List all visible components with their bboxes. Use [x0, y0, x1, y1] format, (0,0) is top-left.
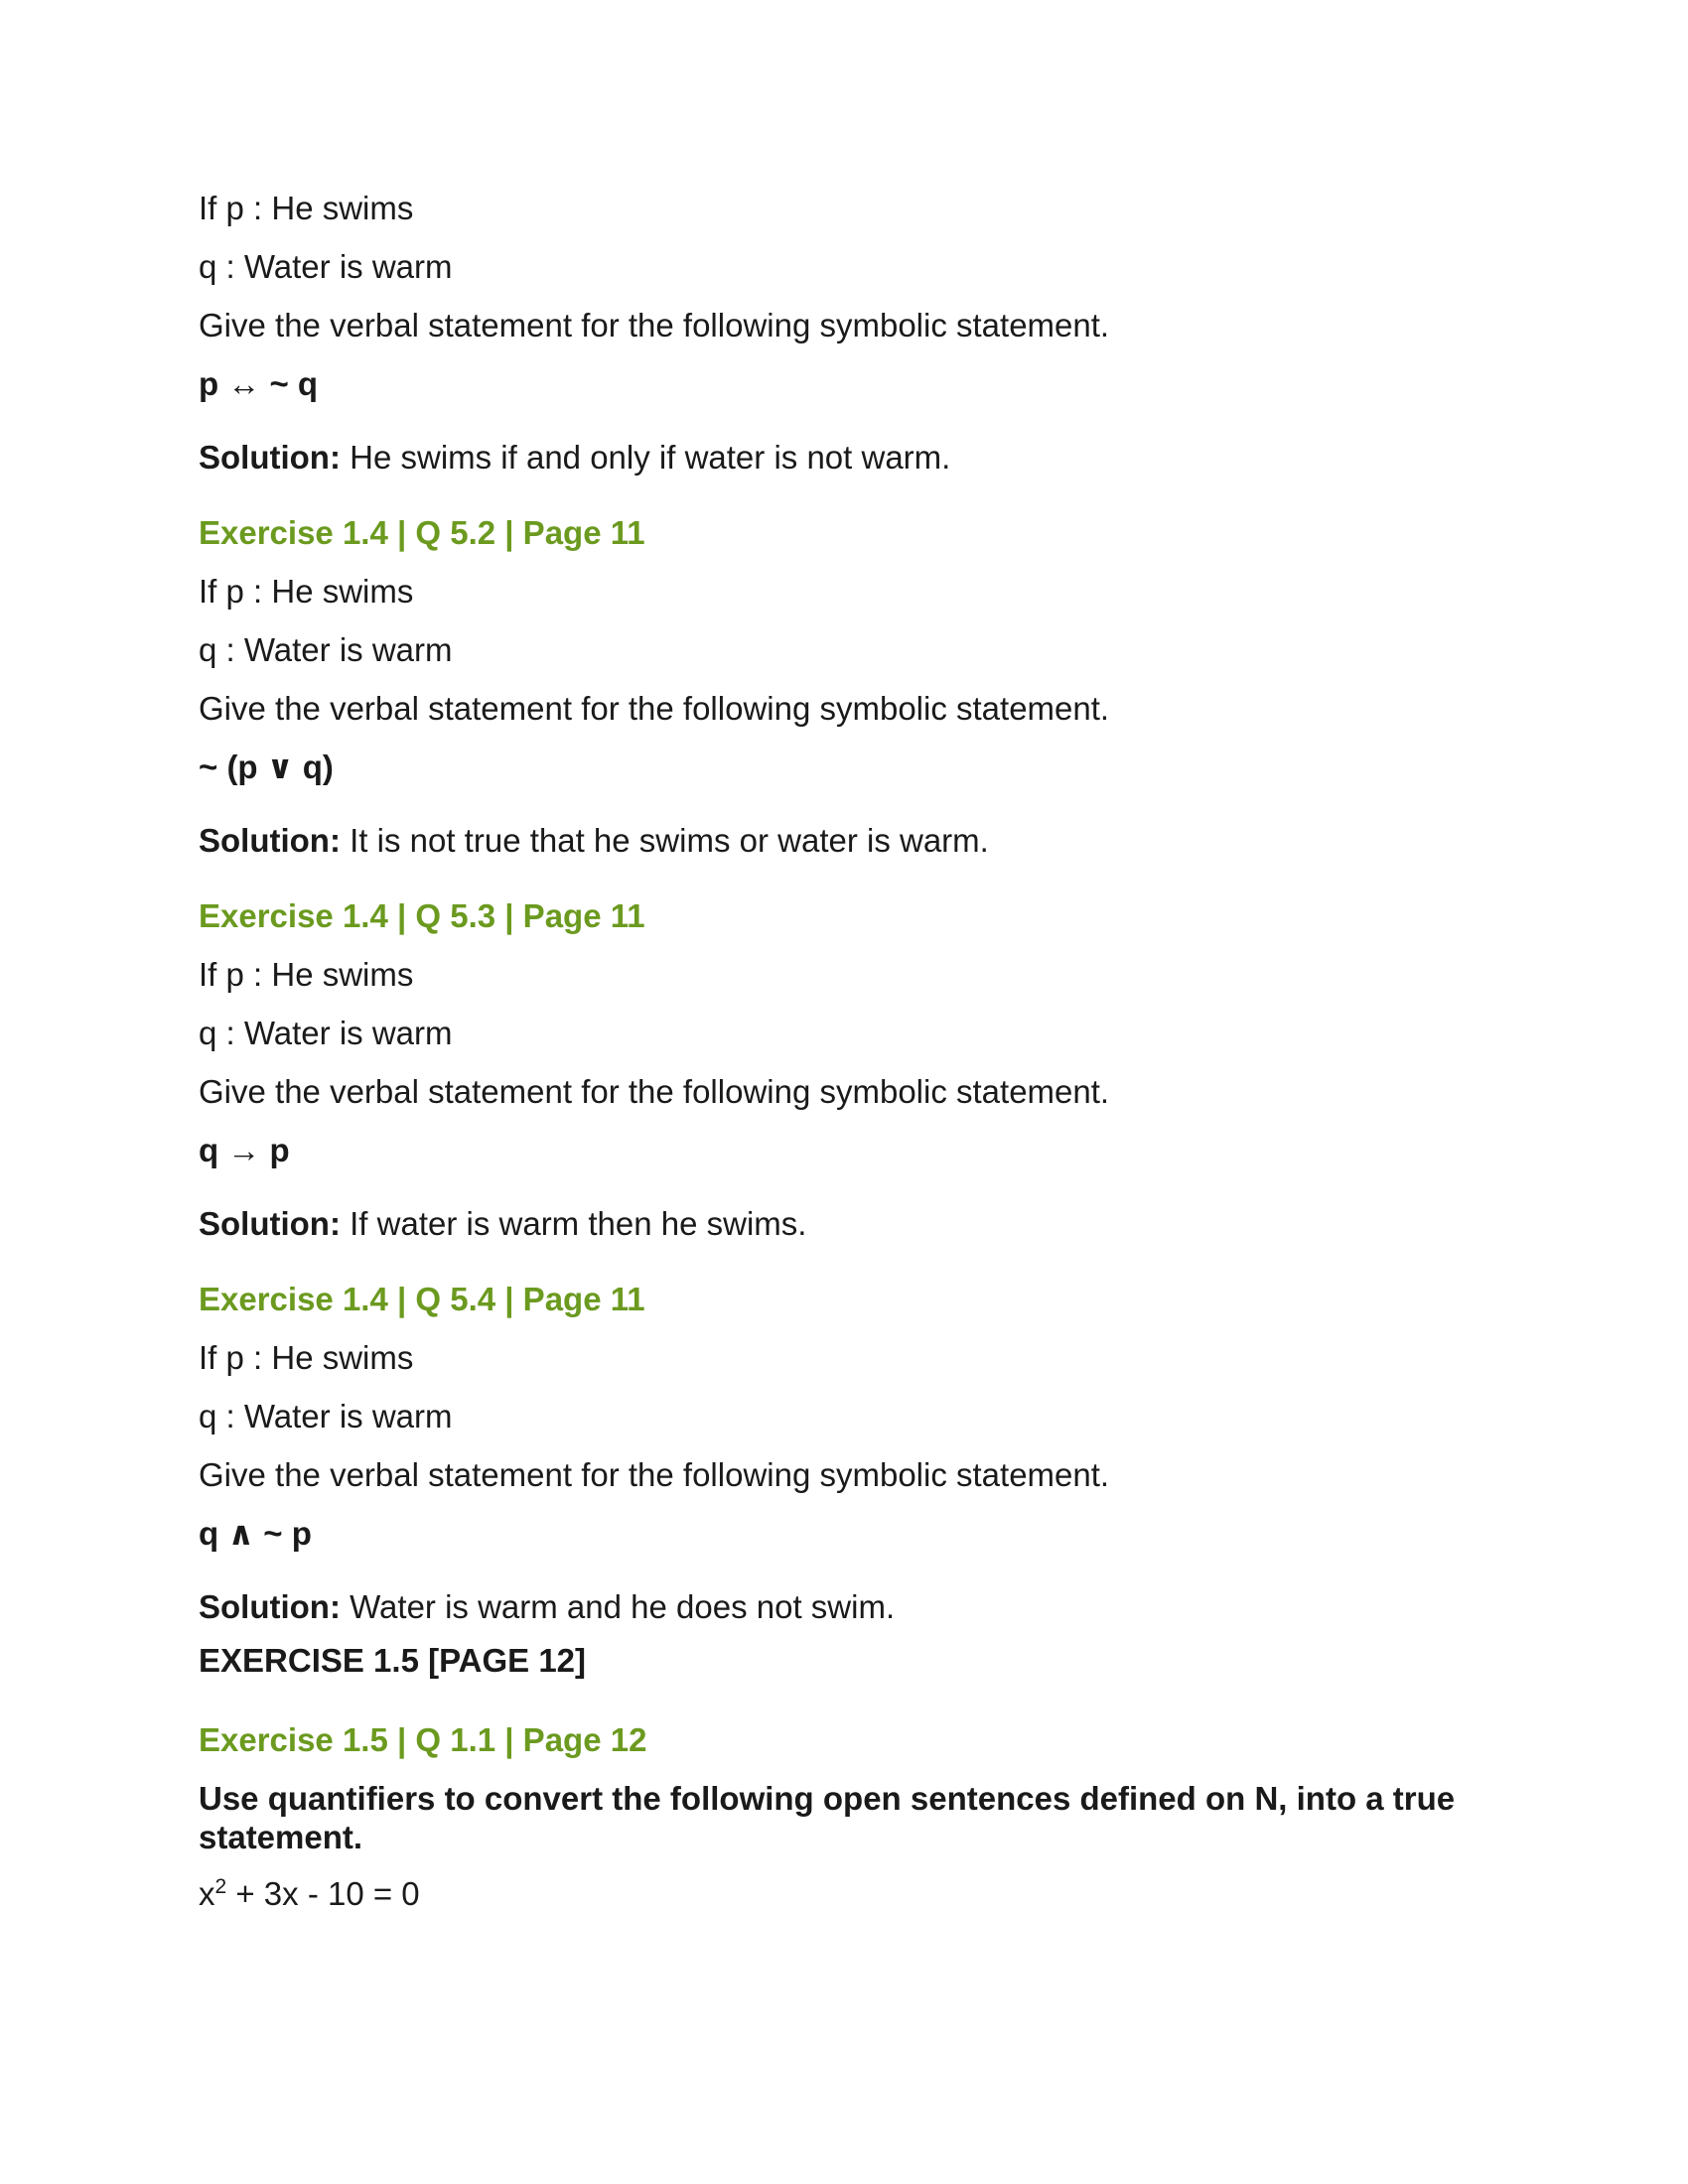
question-prompt: Give the verbal statement for the following symbolic statement. — [199, 307, 1110, 343]
solution — [199, 438, 1519, 478]
equation — [199, 1874, 1519, 1914]
solution-label: Solution: — [199, 822, 341, 859]
section-heading: EXERCISE 1.5 [PAGE 12] — [199, 1642, 587, 1679]
q-definition: q : Water is warm — [199, 1398, 453, 1434]
equation-exponent: 2 — [214, 1875, 227, 1898]
solution-text: It is not true that he swims or water is warm. — [340, 822, 989, 859]
solution-label: Solution: — [199, 1205, 341, 1242]
symbolic-formula: q ∧ ~ p — [199, 1515, 312, 1552]
question-block-5-3 — [199, 896, 1519, 1244]
question-block-5-4 — [199, 1280, 1519, 1627]
solution-text: Water is warm and he does not swim. — [340, 1588, 896, 1625]
solution-text: If water is warm then he swims. — [340, 1205, 807, 1242]
question-prompt: Give the verbal statement for the following symbolic statement. — [199, 690, 1110, 727]
p-definition: If p : He swims — [199, 190, 414, 226]
question-prompt: Give the verbal statement for the following symbolic statement. — [199, 1073, 1110, 1110]
q-definition: q : Water is warm — [199, 631, 453, 668]
exercise-heading: Exercise 1.5 | Q 1.1 | Page 12 — [199, 1721, 647, 1758]
q-definition: q : Water is warm — [199, 248, 453, 285]
solution-label: Solution: — [199, 1588, 341, 1625]
symbolic-formula: ~ (p ∨ q) — [199, 749, 334, 785]
question-block-5-1 — [199, 189, 1519, 478]
solution — [199, 821, 1519, 861]
document-page — [199, 189, 1519, 1914]
exercise-heading: Exercise 1.4 | Q 5.4 | Page 11 — [199, 1281, 645, 1317]
solution-label: Solution: — [199, 439, 341, 476]
question-block-5-2 — [199, 513, 1519, 861]
symbolic-formula: q → p — [199, 1132, 290, 1168]
symbolic-formula: p ↔ ~ q — [199, 365, 319, 402]
solution — [199, 1587, 1519, 1627]
question-block-1-1 — [199, 1720, 1519, 1914]
equation-base: x — [199, 1875, 215, 1912]
p-definition: If p : He swims — [199, 1339, 414, 1376]
p-definition: If p : He swims — [199, 573, 414, 610]
exercise-heading: Exercise 1.4 | Q 5.3 | Page 11 — [199, 897, 645, 934]
q-definition: q : Water is warm — [199, 1015, 453, 1051]
solution — [199, 1204, 1519, 1244]
solution-text: He swims if and only if water is not warm. — [340, 439, 951, 476]
equation-rest: + 3x - 10 = 0 — [226, 1875, 420, 1912]
exercise-heading: Exercise 1.4 | Q 5.2 | Page 11 — [199, 514, 645, 551]
question-text: Use quantifiers to convert the following open sentences defined on N, into a true statement. — [199, 1780, 1456, 1855]
question-prompt: Give the verbal statement for the following symbolic statement. — [199, 1456, 1110, 1493]
p-definition: If p : He swims — [199, 956, 414, 993]
